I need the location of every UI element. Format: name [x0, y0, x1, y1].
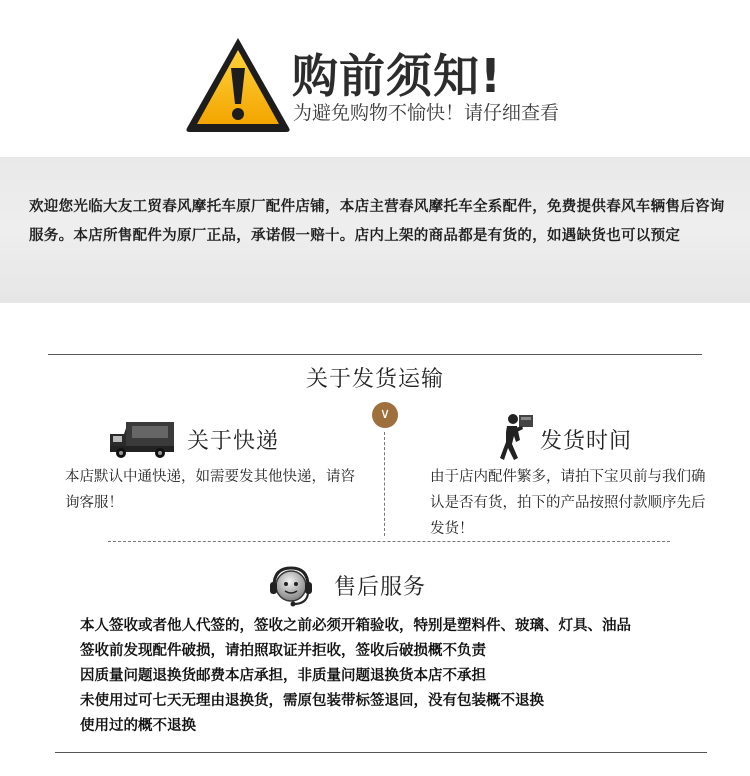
page-title: 购前须知! — [292, 49, 502, 103]
page-subtitle: 为避免购物不愉快！请仔细查看 — [293, 102, 560, 124]
after-sales-line: 因质量问题退换货邮费本店承担，非质量问题退换货本店不承担 — [80, 668, 486, 684]
shipping-time-text: 由于店内配件繁多，请拍下宝贝前与我们确认是否有货，拍下的产品按照付款顺序先后发货！ — [430, 469, 706, 537]
chevron-down-icon: ∨ — [372, 402, 398, 428]
express-title: 关于快递 — [187, 429, 280, 454]
warning-triangle-icon — [183, 34, 293, 134]
shipping-section-title: 关于发货运输 — [305, 367, 444, 392]
section-divider-top — [48, 354, 702, 355]
after-sales-title: 售后服务 — [334, 575, 427, 600]
after-sales-list — [80, 614, 720, 739]
after-sales-line: 签收前发现配件破损，请拍照取证并拒收，签收后破损概不负责 — [80, 643, 486, 659]
express-text: 本店默认中通快递，如需要发其他快递，请咨询客服！ — [65, 469, 355, 511]
vertical-dashed-divider — [384, 432, 385, 536]
shipping-time-title: 发货时间 — [540, 429, 633, 454]
intro-section — [0, 157, 750, 303]
section-divider-bottom — [55, 752, 707, 753]
after-sales-line: 使用过的概不退换 — [80, 718, 196, 734]
after-sales-line: 本人签收或者他人代签的，签收之前必须开箱验收，特别是塑料件、玻璃、灯具、油品 — [80, 618, 631, 634]
courier-carrying-box-icon — [497, 412, 537, 462]
intro-text: 欢迎您光临大友工贸春风摩托车原厂配件店铺，本店主营春风摩托车全系配件，免费提供春风车辆售后咨询服务。本店所售配件为原厂正品，承诺假一赔十。店内上架的商品都是有货的，如遇缺货也可以预定 — [29, 199, 725, 244]
customer-service-headset-icon — [266, 564, 316, 610]
after-sales-line: 未使用过可七天无理由退换货，需原包装带标签退回，没有包装概不退换 — [80, 693, 544, 709]
delivery-truck-icon — [108, 420, 176, 460]
